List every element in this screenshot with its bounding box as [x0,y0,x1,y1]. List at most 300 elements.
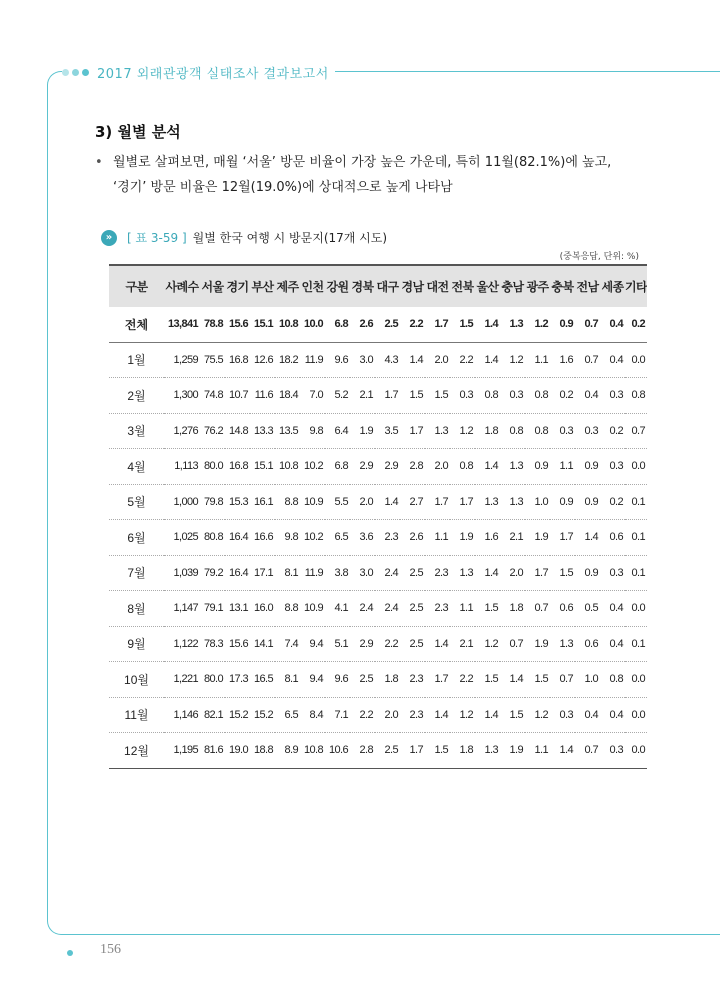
bullet-paragraph [95,150,655,200]
table-cell: 1.4 [509,673,523,686]
table-cell: 1.5 [434,744,448,757]
table-cell: 0.4 [584,389,598,402]
column-header: 제주 [276,280,299,294]
table-title: 월별 한국 여행 시 방문지(17개 시도) [192,231,388,245]
table-cell: 1.4 [484,708,498,721]
table-cell: 15.6 [228,318,248,331]
table-cell: 1.7 [434,318,448,331]
bullet-mark: • [95,155,103,170]
table-cell: 1.7 [534,566,548,579]
table-row [109,626,647,662]
table-cell: 1.2 [534,708,548,721]
table-cell: 0.0 [631,673,645,686]
table-cell: 10.8 [278,460,298,473]
table-cell: 78.3 [203,637,223,650]
table-cell: 15.3 [228,495,248,508]
header-dots-icon [62,69,89,76]
table-caption [101,229,387,246]
table-cell: 0.2 [631,318,645,331]
row-label: 9월 [127,637,146,652]
table-cell: 1.3 [434,424,448,437]
table-cell: 9.6 [334,673,348,686]
table-cell: 0.3 [609,744,623,757]
table-cell: 0.1 [631,531,645,544]
table-cell: 0.9 [584,460,598,473]
table-cell: 5.5 [334,495,348,508]
table-cell: 10.8 [303,744,323,757]
running-header [62,62,335,82]
table-cell: 1.3 [559,637,573,650]
table-cell: 11.6 [254,389,273,402]
table-cell: 1.1 [534,744,548,757]
table-cell: 1,122 [173,637,198,650]
table-cell: 18.8 [253,744,273,757]
table-cell: 0.3 [609,389,623,402]
table-cell: 0.8 [534,389,548,402]
table-cell: 1,000 [173,495,198,508]
table-cell: 1.0 [584,673,598,686]
table-cell: 2.4 [384,602,398,615]
table-cell: 3.8 [334,566,348,579]
table-cell: 16.0 [253,602,273,615]
table-cell: 2.1 [359,389,373,402]
table-cell: 76.2 [203,424,223,437]
table-cell: 0.9 [559,318,573,331]
table-cell: 2.6 [359,318,373,331]
table-cell: 1.5 [459,318,473,331]
table-row [109,449,647,485]
table-cell: 2.9 [359,460,373,473]
column-header: 서울 [201,280,224,294]
table-cell: 6.8 [334,318,348,331]
table-cell: 0.3 [559,708,573,721]
table-cell: 1.4 [484,460,498,473]
row-label: 7월 [127,566,146,581]
table-cell: 13.5 [278,424,298,437]
table-cell: 15.1 [253,318,273,331]
table-cell: 1.6 [484,531,498,544]
table-cell: 10.0 [303,318,323,331]
table-cell: 7.1 [334,708,348,721]
table-cell: 6.4 [334,424,348,437]
table-cell: 1.9 [534,637,548,650]
table-cell: 3.0 [359,353,373,366]
table-cell: 1.5 [534,673,548,686]
table-cell: 1.1 [559,460,573,473]
table-cell: 0.8 [609,673,623,686]
table-cell: 8.8 [284,495,298,508]
table-cell: 0.4 [584,708,598,721]
table-cell: 2.2 [459,353,473,366]
table-cell: 11.9 [304,353,323,366]
table-cell: 1,025 [173,531,198,544]
table-cell: 2.3 [409,708,423,721]
table-cell: 19.0 [228,744,248,757]
table-cell: 16.1 [253,495,273,508]
table-cell: 0.2 [609,424,623,437]
table-cell: 1.3 [509,460,523,473]
table-cell: 1.5 [559,566,573,579]
table-cell: 0.8 [484,389,498,402]
table-cell: 16.4 [228,566,248,579]
table-cell: 74.8 [203,389,223,402]
column-header: 광주 [526,280,549,294]
table-cell: 0.2 [559,389,573,402]
table-cell: 2.4 [384,566,398,579]
table-cell: 16.4 [228,531,248,544]
row-label: 1월 [127,353,146,368]
table-cell: 0.9 [584,495,598,508]
table-cell: 2.9 [359,637,373,650]
table-cell: 9.4 [309,673,323,686]
table-cell: 2.2 [384,637,398,650]
table-cell: 1,195 [173,744,198,757]
table-cell: 16.5 [253,673,273,686]
table-cell: 0.3 [509,389,523,402]
column-header: 경기 [226,280,249,294]
table-cell: 1.3 [484,744,498,757]
table-cell: 1.7 [459,495,473,508]
table-cell: 1.7 [434,495,448,508]
table-cell: 3.5 [384,424,398,437]
table-cell: 1,276 [173,424,198,437]
visit-table [109,264,647,769]
column-header: 대전 [426,280,449,294]
table-cell: 3.6 [359,531,373,544]
table-cell: 0.3 [459,389,473,402]
table-cell: 0.6 [559,602,573,615]
table-cell: 10.9 [303,495,323,508]
row-label: 2월 [127,388,146,403]
table-cell: 80.8 [203,531,223,544]
table-cell: 1.5 [484,602,498,615]
column-header: 구분 [125,280,148,294]
row-label: 전체 [124,317,149,332]
table-cell: 1.5 [434,389,448,402]
table-cell: 1.9 [359,424,373,437]
table-cell: 0.0 [631,744,645,757]
table-cell: 1.9 [534,531,548,544]
table-cell: 1.4 [434,637,448,650]
column-header: 울산 [476,280,499,294]
table-cell: 12.6 [253,353,273,366]
table-cell: 1,147 [173,602,198,615]
table-cell: 0.4 [609,318,623,331]
table-cell: 4.1 [334,602,348,615]
table-cell: 15.2 [253,708,273,721]
table-cell: 1.1 [434,531,448,544]
table-cell: 2.3 [409,673,423,686]
table-cell: 2.0 [509,566,523,579]
table-cell: 14.8 [228,424,248,437]
table-cell: 2.0 [359,495,373,508]
row-label: 10월 [124,672,149,687]
table-cell: 6.8 [334,460,348,473]
table-cell: 9.8 [309,424,323,437]
footer-dot-icon [67,950,73,956]
table-cell: 0.9 [559,495,573,508]
table-cell: 2.1 [459,637,473,650]
table-cell: 0.7 [584,744,598,757]
table-header-row [109,265,647,307]
table-cell: 79.2 [203,566,223,579]
table-cell: 2.3 [434,566,448,579]
table-cell: 1.1 [534,353,548,366]
table-cell: 0.4 [609,602,623,615]
header-title: 2017 외래관광객 실태조사 결과보고서 [97,66,329,82]
bullet-line-1: 월별로 살펴보면, 매월 ‘서울’ 방문 비율이 가장 높은 가운데, 특히 11월(82.1%)에 높고, [113,155,612,170]
table-cell: 2.7 [409,495,423,508]
table-cell: 2.2 [459,673,473,686]
table-cell: 0.8 [459,460,473,473]
table-cell: 9.6 [334,353,348,366]
table-cell: 1.4 [484,318,498,331]
table-cell: 1.8 [459,744,473,757]
table-cell: 1.7 [434,673,448,686]
column-header: 사례수 [165,280,199,294]
table-cell: 2.5 [409,566,423,579]
table-cell: 0.7 [631,424,645,437]
table-cell: 0.7 [584,353,598,366]
table-cell: 1.4 [559,744,573,757]
table-cell: 1.9 [459,531,473,544]
table-cell: 10.8 [278,318,298,331]
table-cell: 6.5 [334,531,348,544]
section-title: 3) 월별 분석 [95,123,181,141]
table-cell: 17.3 [228,673,248,686]
table-cell: 16.6 [253,531,273,544]
table-cell: 7.4 [284,637,298,650]
table-row [109,591,647,627]
table-cell: 80.0 [203,673,223,686]
bullet-line-2: ‘경기’ 방문 비율은 12월(19.0%)에 상대적으로 높게 나타남 [113,180,453,195]
table-cell: 0.7 [534,602,548,615]
table-row [109,555,647,591]
table-cell: 2.0 [384,708,398,721]
table-cell: 2.1 [509,531,523,544]
table-cell: 8.9 [284,744,298,757]
table-cell: 1.2 [509,353,523,366]
table-cell: 1.4 [584,531,598,544]
page-number: 156 [100,942,121,957]
table-cell: 8.8 [284,602,298,615]
row-label: 6월 [127,530,146,545]
column-header: 충북 [551,280,574,294]
table-cell: 0.7 [584,318,598,331]
table-cell: 1.8 [484,424,498,437]
table-cell: 1.4 [409,353,423,366]
table-row [109,342,647,378]
table-cell: 1.6 [559,353,573,366]
table-cell: 0.1 [631,495,645,508]
table-cell: 0.7 [509,637,523,650]
table-cell: 3.0 [359,566,373,579]
table-cell: 0.8 [631,389,645,402]
column-header: 강원 [326,280,349,294]
table-cell: 1.8 [509,602,523,615]
table-cell: 1.4 [384,495,398,508]
table-cell: 79.1 [203,602,223,615]
table-cell: 0.0 [631,602,645,615]
table-cell: 2.5 [384,318,398,331]
table-cell: 1.2 [484,637,498,650]
table-number: [ 표 3-59 ] [127,231,187,245]
column-header: 전남 [576,280,599,294]
table-cell: 1.4 [484,566,498,579]
column-header: 부산 [251,280,274,294]
table-cell: 2.9 [384,460,398,473]
table-cell: 18.4 [278,389,298,402]
table-cell: 0.4 [609,637,623,650]
table-cell: 1.3 [509,495,523,508]
table-cell: 0.2 [609,495,623,508]
table-cell: 2.5 [359,673,373,686]
table-cell: 10.9 [303,602,323,615]
table-cell: 1,146 [173,708,198,721]
table-cell: 0.8 [534,424,548,437]
table-cell: 1.7 [409,424,423,437]
table-row [109,697,647,733]
table-cell: 0.6 [609,531,623,544]
table-cell: 8.1 [284,566,298,579]
table-cell: 11.9 [304,566,323,579]
table-cell: 0.6 [584,637,598,650]
table-cell: 15.1 [253,460,273,473]
table-cell: 8.1 [284,673,298,686]
column-header: 경남 [401,280,424,294]
column-header: 경북 [351,280,374,294]
table-cell: 2.3 [434,602,448,615]
table-cell: 1.7 [384,389,398,402]
table-cell: 0.3 [609,566,623,579]
table-cell: 1,113 [174,460,198,473]
table-cell: 2.8 [359,744,373,757]
table-cell: 16.8 [228,460,248,473]
table-cell: 9.4 [309,637,323,650]
table-cell: 2.0 [434,353,448,366]
table-cell: 17.1 [253,566,273,579]
table-cell: 13.3 [253,424,273,437]
table-cell: 0.1 [631,637,645,650]
table-cell: 1.4 [434,708,448,721]
column-header: 대구 [376,280,399,294]
table-cell: 1,221 [173,673,198,686]
column-header: 기타 [625,280,647,294]
table-cell: 2.5 [409,637,423,650]
table-cell: 79.8 [203,495,223,508]
table-cell: 0.3 [559,424,573,437]
table-cell: 1,300 [173,389,198,402]
table-cell: 80.0 [203,460,223,473]
table-cell: 10.2 [303,531,323,544]
table-total-row [109,307,647,342]
table-cell: 2.4 [359,602,373,615]
table-cell: 0.7 [559,673,573,686]
table-row [109,484,647,520]
table-cell: 2.0 [434,460,448,473]
table-cell: 2.5 [384,744,398,757]
row-label: 11월 [124,708,149,723]
table-cell: 10.2 [303,460,323,473]
table-cell: 2.3 [384,531,398,544]
row-label: 5월 [127,495,146,510]
table-cell: 75.5 [203,353,223,366]
table-row [109,378,647,414]
table-cell: 15.6 [228,637,248,650]
table-cell: 5.1 [334,637,348,650]
table-cell: 1.5 [509,708,523,721]
table-cell: 2.6 [409,531,423,544]
table-row [109,520,647,556]
table-cell: 16.8 [228,353,248,366]
table-cell: 1.2 [534,318,548,331]
table-cell: 1.7 [409,744,423,757]
table-cell: 0.3 [609,460,623,473]
column-header: 충남 [501,280,524,294]
table-cell: 81.6 [203,744,223,757]
table-cell: 0.0 [631,708,645,721]
table-cell: 7.0 [309,389,323,402]
double-chevron-icon: » [101,230,117,246]
table-cell: 1.8 [384,673,398,686]
table-cell: 18.2 [278,353,298,366]
table-cell: 1.5 [409,389,423,402]
table-cell: 1.4 [484,353,498,366]
table-row [109,413,647,449]
table-cell: 2.2 [359,708,373,721]
table-cell: 1.5 [484,673,498,686]
row-label: 12월 [124,743,149,758]
table-cell: 10.6 [328,744,348,757]
table-cell: 82.1 [203,708,223,721]
table-cell: 0.0 [631,353,645,366]
table-cell: 0.8 [509,424,523,437]
table-cell: 0.3 [584,424,598,437]
table-cell: 1.0 [534,495,548,508]
table-cell: 1.1 [459,602,473,615]
row-label: 3월 [127,424,146,439]
table-cell: 1.9 [509,744,523,757]
table-cell: 9.8 [284,531,298,544]
row-label: 8월 [127,601,146,616]
table-cell: 1.3 [459,566,473,579]
table-cell: 0.4 [609,708,623,721]
table-cell: 2.8 [409,460,423,473]
table-cell: 1.2 [459,424,473,437]
table-cell: 2.2 [409,318,423,331]
table-cell: 14.1 [253,637,273,650]
table-cell: 0.9 [584,566,598,579]
table-cell: 5.2 [334,389,348,402]
table-cell: 10.7 [228,389,248,402]
table-cell: 2.5 [409,602,423,615]
column-header: 전북 [451,280,474,294]
table-cell: 8.4 [309,708,323,721]
table-cell: 0.1 [631,566,645,579]
table-cell: 13.1 [228,602,248,615]
table-note: (중복응답, 단위: %) [559,252,639,262]
table-row [109,733,647,769]
table-cell: 1.2 [459,708,473,721]
table-cell: 1,259 [173,353,198,366]
table-cell: 6.5 [284,708,298,721]
table-cell: 1.7 [559,531,573,544]
table-cell: 0.9 [534,460,548,473]
table-cell: 78.8 [203,318,223,331]
row-label: 4월 [127,459,146,474]
table-cell: 0.5 [584,602,598,615]
table-cell: 15.2 [228,708,248,721]
